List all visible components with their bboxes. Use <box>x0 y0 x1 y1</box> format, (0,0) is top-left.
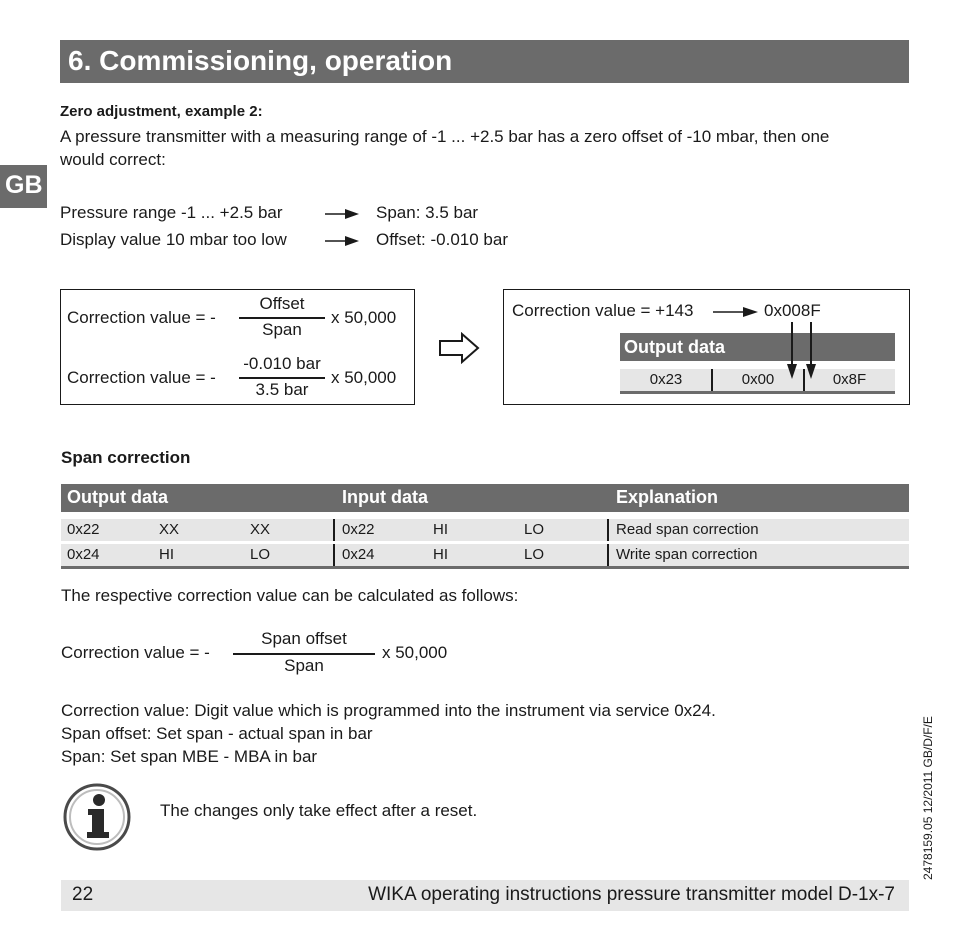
column-header-explanation: Explanation <box>616 487 719 507</box>
output-cells-underline <box>620 391 895 394</box>
output-data-label: Output data <box>624 337 725 357</box>
table-cell: LO <box>250 546 271 563</box>
definition-correction-value: Correction value: Digit value which is programmed into the instrument via service 0x24. <box>61 701 716 720</box>
footer-title: WIKA operating instructions pressure transmitter model D-1x-7 <box>368 884 895 905</box>
span-table-header <box>61 484 909 512</box>
definition-span-offset: Span offset: Set span - actual span in bar <box>61 724 373 743</box>
page-footer <box>61 880 909 911</box>
language-tab-label: GB <box>5 171 43 199</box>
result-hex-value: 0x008F <box>764 301 821 320</box>
page-title: 6. Commissioning, operation <box>68 45 453 76</box>
output-cell: 0x8F <box>832 371 867 388</box>
hollow-arrow-icon <box>438 332 482 364</box>
column-header-input: Input data <box>342 487 428 507</box>
formula-multiplier-1: x 50,000 <box>331 308 397 327</box>
formula-box <box>60 289 415 405</box>
fraction-line <box>233 653 375 655</box>
column-separator <box>333 544 335 566</box>
span-formula-label: Correction value = - <box>61 643 210 662</box>
table-bottom-rule <box>61 566 909 569</box>
column-separator <box>607 544 609 566</box>
column-separator <box>607 519 609 541</box>
info-icon <box>61 782 133 852</box>
display-value-text: Display value 10 mbar too low <box>60 230 287 249</box>
table-cell: LO <box>524 546 545 563</box>
table-row <box>61 519 909 541</box>
pressure-range-text: Pressure range -1 ... +2.5 bar <box>60 203 283 222</box>
table-cell: HI <box>159 546 174 563</box>
span-correction-heading: Span correction <box>61 448 191 467</box>
calc-intro-text: The respective correction value can be calculated as follows: <box>61 586 519 605</box>
arrow-right-icon <box>325 207 361 221</box>
table-cell: LO <box>524 521 545 538</box>
example-heading: Zero adjustment, example 2: <box>60 103 263 120</box>
output-cell: 0x00 <box>741 371 775 388</box>
output-cell: 0x23 <box>649 371 683 388</box>
table-cell: XX <box>250 521 271 538</box>
down-arrows-icon <box>786 320 816 382</box>
column-separator <box>333 519 335 541</box>
table-row <box>61 544 909 566</box>
arrow-right-icon <box>325 234 361 248</box>
formula-numerator-2: -0.010 bar <box>243 354 321 373</box>
span-value-text: Span: 3.5 bar <box>376 203 479 222</box>
fraction-line <box>239 377 325 379</box>
fraction-line <box>239 317 325 319</box>
table-cell: 0x22 <box>342 521 375 538</box>
table-cell: 0x24 <box>342 546 375 563</box>
table-cell: 0x22 <box>67 521 100 538</box>
table-cell: HI <box>433 546 448 563</box>
span-formula-denominator: Span <box>284 656 324 675</box>
example-intro-line2: would correct: <box>60 150 166 169</box>
formula-denominator-1: Span <box>262 320 302 339</box>
result-correction-text: Correction value = +143 <box>512 301 694 320</box>
table-cell: 0x24 <box>67 546 100 563</box>
table-cell: Write span correction <box>616 546 758 563</box>
example-intro-line1: A pressure transmitter with a measuring range of -1 ... +2.5 bar has a zero offset of -10 mbar, then one <box>60 127 830 146</box>
formula-multiplier-2: x 50,000 <box>331 368 397 387</box>
offset-value-text: Offset: -0.010 bar <box>376 230 508 249</box>
span-formula-multiplier: x 50,000 <box>382 643 448 662</box>
document-reference: 2478159.05 12/2011 GB/D/F/E <box>921 716 935 880</box>
formula-label-2: Correction value = - <box>67 368 216 387</box>
table-cell: HI <box>433 521 448 538</box>
output-cells-row <box>620 369 895 391</box>
formula-label-1: Correction value = - <box>67 308 216 327</box>
result-box <box>503 289 910 405</box>
table-cell: Read span correction <box>616 521 759 538</box>
section-title-bar <box>60 40 909 83</box>
formula-denominator-2: 3.5 bar <box>255 380 309 399</box>
arrow-right-icon <box>713 305 761 319</box>
info-note-text: The changes only take effect after a reset. <box>160 801 478 820</box>
cell-separator <box>711 369 713 391</box>
page-number: 22 <box>72 884 94 905</box>
column-header-output: Output data <box>67 487 168 507</box>
table-cell: XX <box>159 521 180 538</box>
definition-span: Span: Set span MBE - MBA in bar <box>61 747 318 766</box>
span-formula-numerator: Span offset <box>261 629 347 648</box>
language-tab <box>0 165 47 208</box>
output-data-bar <box>620 333 895 361</box>
formula-numerator-1: Offset <box>259 294 305 313</box>
